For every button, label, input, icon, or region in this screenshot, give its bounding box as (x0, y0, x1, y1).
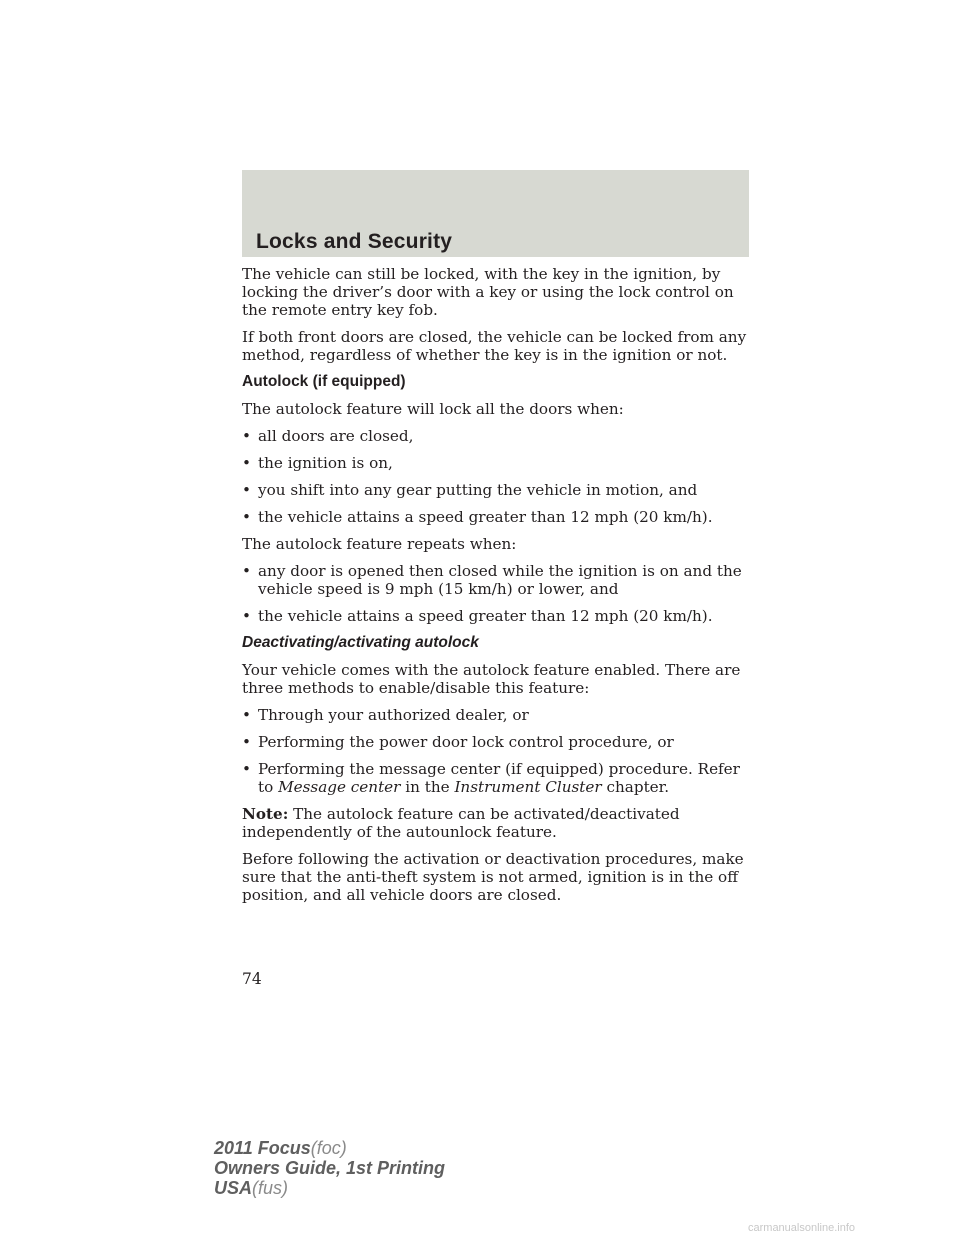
footer-code: (foc) (310, 1138, 347, 1158)
list-item: • the vehicle attains a speed greater than 12 mph (20 km/h). (242, 508, 752, 526)
footer-market: USA (214, 1178, 253, 1198)
method-text: Performing the message center (if equipped) procedure. Refer to (258, 760, 740, 796)
print-footer (214, 1138, 445, 1198)
list-item: • Performing the power door lock control procedure, or (242, 733, 752, 751)
autolock-heading: Autolock (if equipped) (242, 373, 406, 390)
paragraph: Before following the activation or deactivation procedures, make sure that the anti-theft system is not armed, ignition is in the off position, and all vehicle doors are closed. (242, 850, 744, 904)
list-item (242, 760, 752, 796)
deactivate-heading: Deactivating/activating autolock (242, 634, 479, 651)
footer-edition: Owners Guide, 1st Printing (214, 1158, 446, 1178)
section-title: Locks and Security (256, 230, 453, 253)
autolock-intro: The autolock feature will lock all the doors when: (242, 400, 624, 418)
paragraph: The vehicle can still be locked, with the key in the ignition, by locking the driver’s door with a key or using the lock control on the remote entry key fob. (242, 265, 734, 319)
list-item: • you shift into any gear putting the vehicle in motion, and (242, 481, 752, 499)
page-content (242, 265, 752, 913)
footer-model: 2011 Focus (214, 1138, 311, 1158)
section-header-band (242, 170, 749, 257)
method-text: in the (400, 778, 455, 796)
footer-market-code: (fus) (252, 1178, 289, 1198)
paragraph: If both front doors are closed, the vehicle can be locked from any method, regardless of whether the key is in the ignition or not. (242, 328, 747, 364)
repeat-intro: The autolock feature repeats when: (242, 535, 517, 553)
cross-reference: Message center (278, 778, 401, 796)
note-label: Note: (242, 805, 289, 823)
page-number: 74 (242, 970, 262, 988)
cross-reference: Instrument Cluster (454, 778, 602, 796)
note-text: The autolock feature can be activated/deactivated independently of the autounlock feature. (242, 805, 680, 841)
list-item: • all doors are closed, (242, 427, 752, 445)
list-item: • the vehicle attains a speed greater than 12 mph (20 km/h). (242, 607, 752, 625)
method-text: chapter. (601, 778, 670, 796)
repeat-conditions-list (242, 562, 752, 625)
methods-list (242, 706, 752, 796)
watermark: carmanualsonline.info (748, 1222, 856, 1234)
note (242, 805, 752, 841)
list-item: • Through your authorized dealer, or (242, 706, 752, 724)
deactivate-intro: Your vehicle comes with the autolock feature enabled. There are three methods to enable/disable this feature: (242, 661, 741, 697)
list-item: • any door is opened then closed while the ignition is on and the vehicle speed is 9 mph (15 km/h) or lower, and (242, 562, 752, 598)
autolock-conditions-list (242, 427, 752, 526)
list-item: • the ignition is on, (242, 454, 752, 472)
